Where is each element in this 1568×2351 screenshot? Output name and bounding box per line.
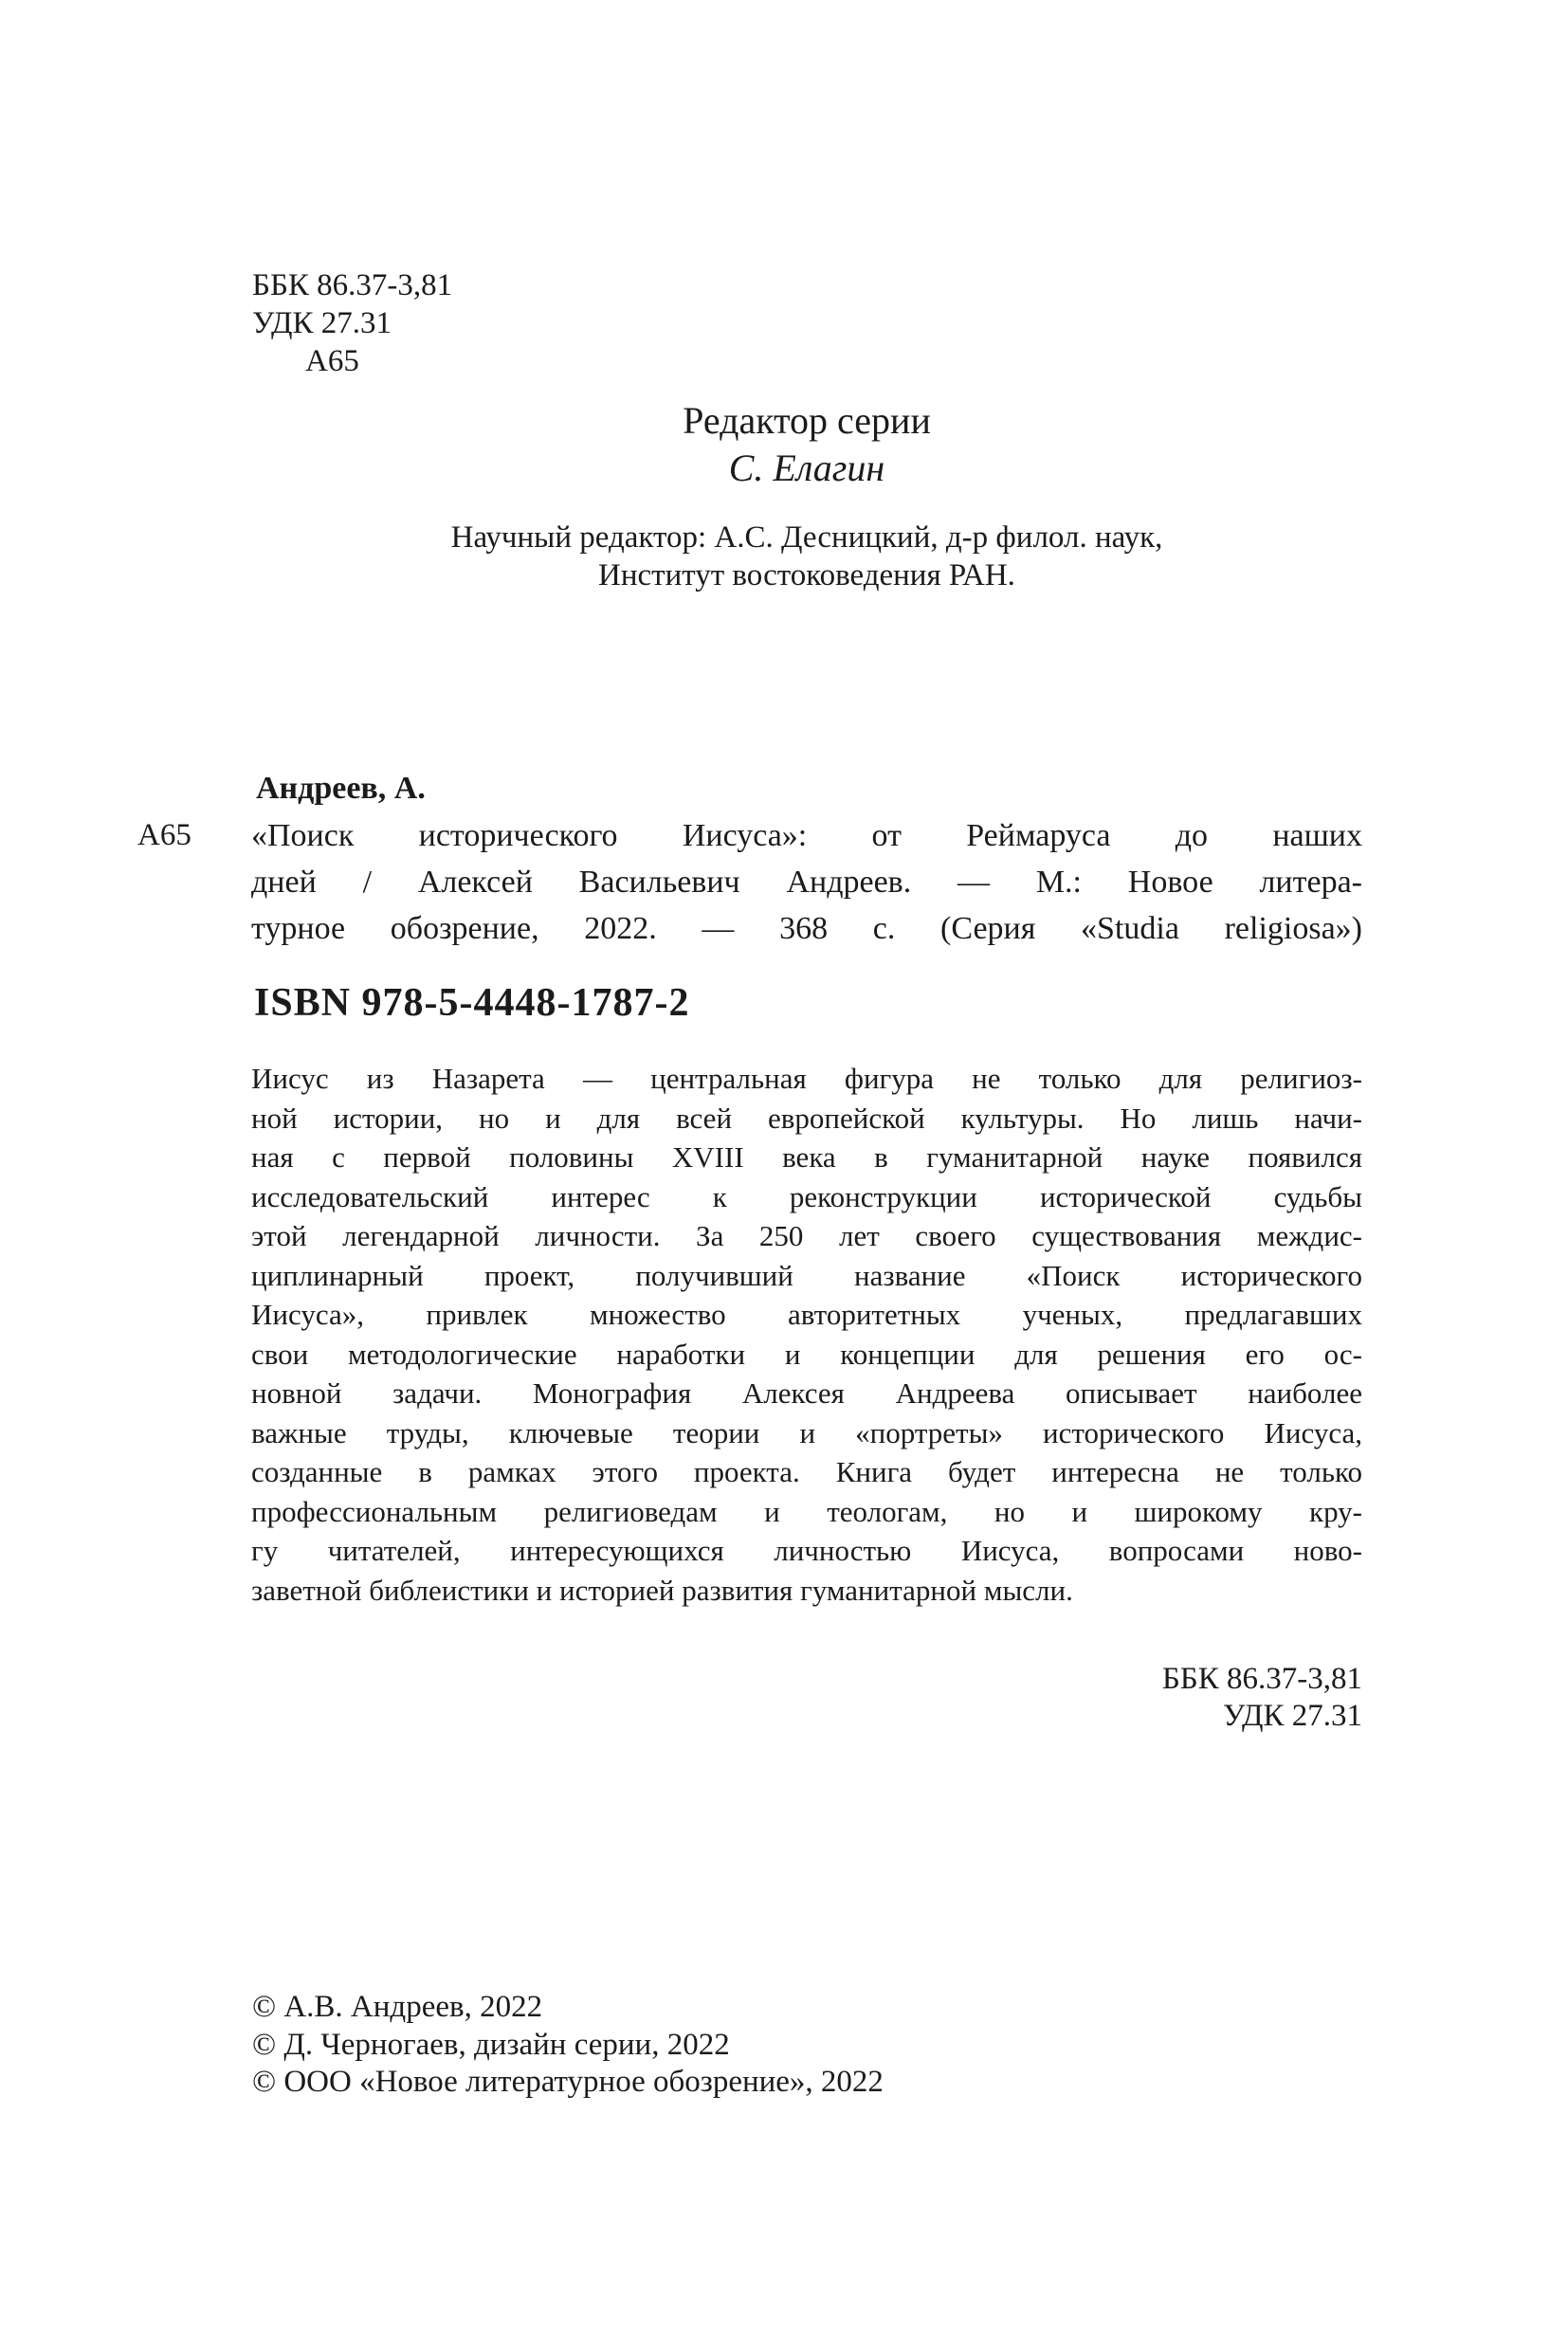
text-line: «Поиск исторического Иисуса»: от Реймаруса до наших	[251, 818, 1362, 853]
author-sign-code: А65	[305, 344, 359, 378]
text-line: свои методологические наработки и концепции для решения его ос-	[251, 1337, 1362, 1371]
series-editor-name: С. Елагин	[728, 447, 885, 489]
text-line: © ООО «Новое литературное обозрение», 2022	[252, 2065, 884, 2099]
text-line: важные труды, ключевые теории и «портреты» исторического Иисуса,	[251, 1415, 1362, 1449]
classification-codes-bottom	[251, 1661, 1362, 1735]
text-line: циплинарный проект, получивший название «Поиск исторического	[251, 1258, 1362, 1292]
bbk-code: ББК 86.37-3,81	[252, 268, 453, 302]
text-line: профессиональным религиоведам и теологам, но и широкому кру-	[251, 1494, 1362, 1528]
udk-code: УДК 27.31	[252, 306, 392, 340]
classification-codes-top	[252, 266, 452, 380]
annotation-paragraph	[251, 1059, 1362, 1610]
series-editor-role: Редактор серии	[683, 399, 931, 442]
series-editor-block	[251, 397, 1362, 594]
copyright-block	[252, 1989, 884, 2102]
udk-code-bottom: УДК 27.31	[1222, 1699, 1362, 1733]
text-line: Иисус из Назарета — центральная фигура не только для религиоз-	[251, 1062, 1362, 1095]
card-margin-code: А65	[137, 818, 191, 852]
science-editor-affiliation: Институт востоковедения РАН.	[598, 558, 1015, 592]
text-line: ной истории, но и для всей европейской культуры. Но лишь начи-	[251, 1101, 1362, 1135]
science-editor-line: Научный редактор: А.С. Десницкий, д-р филол. наук,	[450, 520, 1163, 555]
text-line: этой легендарной личности. За 250 лет своего существования междис-	[251, 1219, 1362, 1252]
text-line: © Д. Черногаев, дизайн серии, 2022	[252, 2027, 730, 2062]
bbk-code-bottom: ББК 86.37-3,81	[1161, 1662, 1362, 1696]
text-line: созданные в рамках этого проекта. Книга будет интересна не только	[251, 1455, 1362, 1488]
text-line: новной задачи. Монография Алексея Андреева описывает наиболее	[251, 1376, 1362, 1410]
text-line: ная с первой половины XVIII века в гуманитарной науке появился	[251, 1140, 1362, 1174]
text-line: дней / Алексей Васильевич Андреев. — М.: Новое литера-	[251, 865, 1362, 900]
science-editor-note	[251, 519, 1362, 594]
text-line: © А.В. Андреев, 2022	[252, 1990, 543, 2024]
isbn: ISBN 978-5-4448-1787-2	[254, 981, 690, 1025]
text-line: турное обозрение, 2022. — 368 с. (Серия «Studia religiosa»)	[251, 911, 1362, 946]
bibliographic-entry	[251, 812, 1362, 952]
text-line: исследовательский интерес к реконструкции исторической судьбы	[251, 1179, 1362, 1213]
text-line: Иисуса», привлек множество авторитетных ученых, предлагавших	[251, 1298, 1362, 1331]
card-author-heading: Андреев, А.	[256, 771, 426, 806]
text-line: гу читателей, интересующихся личностью Иисуса, вопросами ново-	[251, 1534, 1362, 1567]
text-line: заветной библеистики и историей развития гуманитарной мысли.	[251, 1573, 1073, 1607]
